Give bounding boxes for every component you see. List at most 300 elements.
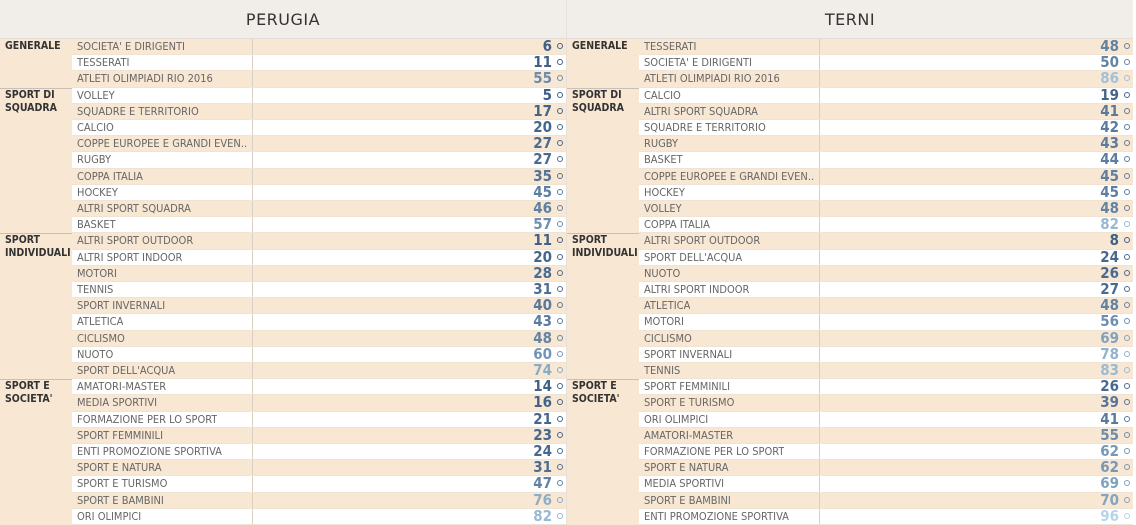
column-divider bbox=[819, 379, 820, 394]
row-label: FORMAZIONE PER LO SPORT bbox=[644, 445, 785, 458]
table-row bbox=[639, 85, 1133, 104]
column-divider bbox=[819, 152, 820, 167]
column-divider bbox=[819, 39, 820, 54]
rank-dot-icon bbox=[1124, 205, 1130, 211]
row-label: ATLETI OLIMPIADI RIO 2016 bbox=[644, 72, 780, 86]
rank-dot-icon bbox=[1124, 464, 1130, 470]
column-divider bbox=[252, 493, 253, 508]
table-row bbox=[72, 379, 566, 395]
rank-dot-icon bbox=[1124, 383, 1130, 389]
row-label: ALTRI SPORT SQUADRA bbox=[77, 202, 191, 215]
column-divider bbox=[819, 509, 820, 524]
column-divider bbox=[819, 71, 820, 86]
row-label: SPORT FEMMINILI bbox=[77, 428, 163, 442]
row-label: COPPA ITALIA bbox=[77, 169, 143, 183]
table-row bbox=[639, 39, 1133, 55]
rank-dot-icon bbox=[1124, 448, 1130, 454]
table-row bbox=[72, 166, 566, 185]
table-row bbox=[72, 344, 566, 363]
column-divider bbox=[252, 460, 253, 475]
rank-dot-icon bbox=[557, 367, 563, 373]
column-divider bbox=[819, 104, 820, 119]
table-row bbox=[72, 217, 566, 233]
rank-dot-icon bbox=[557, 480, 563, 486]
row-label: TENNIS bbox=[77, 283, 114, 296]
column-divider bbox=[819, 169, 820, 184]
rank-dot-icon bbox=[1124, 156, 1130, 162]
column-divider bbox=[252, 136, 253, 151]
rank-dot-icon bbox=[1124, 189, 1130, 195]
column-divider bbox=[819, 120, 820, 135]
table-row bbox=[639, 120, 1133, 136]
column-divider bbox=[252, 169, 253, 184]
row-label: SPORT E TURISMO bbox=[77, 477, 168, 491]
rank-dot-icon bbox=[1124, 43, 1130, 49]
rank-dot-icon bbox=[1124, 254, 1130, 260]
rank-value: 76 bbox=[533, 490, 552, 509]
column-divider bbox=[252, 250, 253, 265]
column-divider bbox=[252, 152, 253, 167]
table-row bbox=[639, 71, 1133, 87]
rank-value: 27 bbox=[1100, 280, 1119, 298]
table-row bbox=[639, 152, 1133, 168]
rank-dot-icon bbox=[1124, 497, 1130, 503]
row-label: HOCKEY bbox=[644, 185, 685, 199]
column-divider bbox=[252, 444, 253, 459]
table-row bbox=[639, 55, 1133, 71]
rank-value: 31 bbox=[533, 458, 552, 477]
rank-value: 6 bbox=[542, 37, 552, 55]
rank-dot-icon bbox=[1124, 351, 1130, 357]
rank-value: 8 bbox=[1109, 231, 1119, 250]
column-divider bbox=[252, 428, 253, 443]
table-row bbox=[639, 506, 1133, 525]
rank-dot-icon bbox=[1124, 416, 1130, 422]
rank-dot-icon bbox=[557, 108, 563, 114]
rank-dot-icon bbox=[557, 205, 563, 211]
column-divider bbox=[252, 233, 253, 248]
rank-value: 48 bbox=[1100, 37, 1119, 55]
rank-dot-icon bbox=[1124, 221, 1130, 227]
row-label: VOLLEY bbox=[644, 202, 682, 215]
rank-value: 82 bbox=[533, 506, 552, 525]
rank-dot-icon bbox=[1124, 75, 1130, 81]
table-row bbox=[72, 425, 566, 444]
group-label: SPORT E SOCIETA' bbox=[5, 380, 53, 406]
table-row bbox=[639, 247, 1133, 266]
panel-terni bbox=[567, 0, 1133, 525]
rank-dot-icon bbox=[557, 286, 563, 292]
row-label: SPORT E TURISMO bbox=[644, 396, 735, 410]
rank-value: 39 bbox=[1100, 393, 1119, 412]
table-row bbox=[72, 490, 566, 509]
table-row bbox=[72, 101, 566, 120]
rank-value: 40 bbox=[533, 296, 552, 315]
rank-value: 45 bbox=[1100, 182, 1119, 201]
row-label: SOCIETA' E DIRIGENTI bbox=[77, 40, 185, 53]
table-row bbox=[72, 263, 566, 282]
rank-value: 46 bbox=[533, 199, 552, 217]
table-row bbox=[639, 363, 1133, 379]
row-label: RUGBY bbox=[77, 153, 112, 167]
table-row bbox=[639, 136, 1133, 152]
rank-dot-icon bbox=[1124, 432, 1130, 438]
table-row bbox=[639, 460, 1133, 476]
rank-dot-icon bbox=[557, 124, 563, 130]
column-divider bbox=[252, 120, 253, 135]
rank-dot-icon bbox=[557, 140, 563, 146]
rank-value: 14 bbox=[533, 377, 552, 396]
column-divider bbox=[819, 185, 820, 200]
row-label: SPORT E NATURA bbox=[644, 461, 729, 475]
row-label: ATLETI OLIMPIADI RIO 2016 bbox=[77, 72, 213, 86]
rank-dot-icon bbox=[1124, 513, 1130, 519]
table-row bbox=[72, 363, 566, 379]
rank-value: 44 bbox=[1100, 150, 1119, 169]
rank-dot-icon bbox=[1124, 318, 1130, 324]
rank-value: 43 bbox=[1100, 134, 1119, 153]
rank-dot-icon bbox=[557, 270, 563, 276]
column-divider bbox=[819, 493, 820, 508]
column-divider bbox=[252, 476, 253, 491]
group-label: SPORT INDIVIDUALI bbox=[5, 234, 71, 260]
row-label: SQUADRE E TERRITORIO bbox=[644, 121, 766, 134]
rank-value: 27 bbox=[533, 134, 552, 153]
table-row bbox=[639, 425, 1133, 444]
table-row bbox=[639, 201, 1133, 217]
rank-dot-icon bbox=[557, 448, 563, 454]
row-label: NUOTO bbox=[77, 347, 114, 361]
row-label: BASKET bbox=[644, 153, 683, 167]
column-divider bbox=[252, 185, 253, 200]
rank-dot-icon bbox=[1124, 302, 1130, 308]
rank-dot-icon bbox=[1124, 480, 1130, 486]
table-row bbox=[639, 217, 1133, 233]
panel-title: PERUGIA bbox=[0, 0, 566, 39]
column-divider bbox=[252, 201, 253, 216]
row-label: AMATORI-MASTER bbox=[77, 380, 167, 394]
rank-value: 55 bbox=[1100, 425, 1119, 444]
table-row bbox=[639, 444, 1133, 460]
rank-value: 23 bbox=[533, 425, 552, 444]
row-label: SQUADRE E TERRITORIO bbox=[77, 104, 199, 118]
row-label: SPORT E NATURA bbox=[77, 461, 162, 475]
rank-dot-icon bbox=[557, 464, 563, 470]
table-row bbox=[72, 409, 566, 428]
table-row bbox=[72, 39, 566, 55]
rank-value: 69 bbox=[1100, 474, 1119, 493]
rank-dot-icon bbox=[1124, 108, 1130, 114]
table-row bbox=[639, 328, 1133, 347]
row-label: SPORT DELL'ACQUA bbox=[77, 364, 176, 377]
row-label: CICLISMO bbox=[77, 331, 125, 345]
rank-value: 41 bbox=[1100, 101, 1119, 120]
rank-value: 70 bbox=[1100, 490, 1119, 509]
row-label: AMATORI-MASTER bbox=[644, 428, 734, 442]
column-divider bbox=[252, 298, 253, 313]
rank-dot-icon bbox=[1124, 335, 1130, 341]
table-row bbox=[72, 328, 566, 347]
row-label: MEDIA SPORTIVI bbox=[77, 396, 157, 410]
rank-value: 42 bbox=[1100, 118, 1119, 136]
rank-dot-icon bbox=[557, 173, 563, 179]
group-label: GENERALE bbox=[5, 40, 61, 52]
table-row bbox=[72, 55, 566, 71]
rank-dot-icon bbox=[1124, 92, 1130, 98]
column-divider bbox=[819, 460, 820, 475]
rank-value: 86 bbox=[1100, 69, 1119, 88]
rank-dot-icon bbox=[1124, 286, 1130, 292]
column-divider bbox=[819, 88, 820, 103]
rank-dot-icon bbox=[557, 237, 563, 243]
rank-value: 74 bbox=[533, 361, 552, 379]
column-divider bbox=[819, 395, 820, 410]
row-label: SPORT FEMMINILI bbox=[644, 380, 730, 394]
panel-divider bbox=[566, 0, 567, 525]
panel-title: TERNI bbox=[567, 0, 1133, 39]
panel-perugia bbox=[0, 0, 566, 525]
rank-value: 19 bbox=[1100, 85, 1119, 104]
row-label: ALTRI SPORT OUTDOOR bbox=[77, 234, 194, 248]
rank-dot-icon bbox=[557, 497, 563, 503]
row-label: ENTI PROMOZIONE SPORTIVA bbox=[644, 509, 789, 523]
rank-dot-icon bbox=[557, 513, 563, 519]
rank-dot-icon bbox=[1124, 140, 1130, 146]
row-label: ORI OLIMPICI bbox=[77, 509, 142, 523]
rank-value: 48 bbox=[1100, 199, 1119, 217]
row-label: COPPE EUROPEE E GRANDI EVEN.. bbox=[77, 137, 248, 151]
table-row bbox=[72, 136, 566, 152]
group-label: SPORT E SOCIETA' bbox=[572, 380, 620, 406]
column-divider bbox=[819, 266, 820, 281]
rank-value: 57 bbox=[533, 215, 552, 234]
row-label: SOCIETA' E DIRIGENTI bbox=[644, 56, 752, 70]
table-row bbox=[639, 182, 1133, 201]
column-divider bbox=[819, 282, 820, 297]
column-divider bbox=[252, 347, 253, 362]
rank-dot-icon bbox=[1124, 124, 1130, 130]
rank-dot-icon bbox=[557, 432, 563, 438]
table-row bbox=[72, 460, 566, 476]
table-row bbox=[639, 263, 1133, 282]
row-label: CALCIO bbox=[77, 121, 114, 134]
rank-value: 82 bbox=[1100, 215, 1119, 234]
table-row bbox=[72, 444, 566, 460]
row-label: VOLLEY bbox=[77, 88, 115, 102]
table-row bbox=[639, 166, 1133, 185]
table-row bbox=[72, 395, 566, 411]
rank-value: 20 bbox=[533, 247, 552, 266]
row-label: HOCKEY bbox=[77, 185, 118, 199]
column-divider bbox=[252, 55, 253, 70]
table-row bbox=[72, 71, 566, 87]
column-divider bbox=[819, 428, 820, 443]
rank-value: 17 bbox=[533, 101, 552, 120]
rank-value: 69 bbox=[1100, 328, 1119, 347]
row-label: SPORT E BAMBINI bbox=[644, 493, 731, 507]
table-row bbox=[639, 490, 1133, 509]
rank-value: 24 bbox=[1100, 247, 1119, 266]
table-row bbox=[639, 476, 1133, 492]
rank-dot-icon bbox=[557, 302, 563, 308]
rank-value: 43 bbox=[533, 312, 552, 331]
rank-dot-icon bbox=[557, 351, 563, 357]
rank-value: 62 bbox=[1100, 442, 1119, 460]
table-row bbox=[72, 476, 566, 492]
column-divider bbox=[819, 233, 820, 248]
row-label: FORMAZIONE PER LO SPORT bbox=[77, 412, 218, 426]
rank-value: 31 bbox=[533, 280, 552, 298]
row-label: MOTORI bbox=[644, 315, 684, 329]
column-divider bbox=[252, 88, 253, 103]
table-row bbox=[72, 182, 566, 201]
table-row bbox=[72, 247, 566, 266]
column-divider bbox=[252, 379, 253, 394]
row-label: SPORT INVERNALI bbox=[644, 347, 733, 361]
column-divider bbox=[252, 104, 253, 119]
rank-dot-icon bbox=[557, 43, 563, 49]
column-divider bbox=[252, 331, 253, 346]
column-divider bbox=[819, 298, 820, 313]
rank-dot-icon bbox=[557, 221, 563, 227]
column-divider bbox=[819, 476, 820, 491]
rank-dot-icon bbox=[557, 75, 563, 81]
table-row bbox=[639, 344, 1133, 363]
rank-dot-icon bbox=[557, 92, 563, 98]
row-label: RUGBY bbox=[644, 137, 679, 151]
rank-dot-icon bbox=[1124, 59, 1130, 65]
rank-value: 47 bbox=[533, 474, 552, 493]
row-label: SPORT DELL'ACQUA bbox=[644, 250, 743, 264]
table-row bbox=[639, 314, 1133, 330]
row-label: SPORT E BAMBINI bbox=[77, 493, 164, 507]
rank-value: 48 bbox=[533, 328, 552, 347]
rank-dot-icon bbox=[557, 254, 563, 260]
column-divider bbox=[819, 314, 820, 329]
column-divider bbox=[819, 347, 820, 362]
rank-value: 62 bbox=[1100, 458, 1119, 477]
column-divider bbox=[252, 266, 253, 281]
row-label: ORI OLIMPICI bbox=[644, 412, 709, 426]
group-label: SPORT DI SQUADRA bbox=[5, 88, 57, 114]
column-divider bbox=[252, 395, 253, 410]
rank-value: 26 bbox=[1100, 263, 1119, 282]
column-divider bbox=[819, 217, 820, 232]
rank-value: 26 bbox=[1100, 377, 1119, 396]
rank-value: 21 bbox=[533, 409, 552, 428]
rank-dot-icon bbox=[557, 189, 563, 195]
table-row bbox=[72, 282, 566, 298]
rank-value: 56 bbox=[1100, 312, 1119, 331]
column-divider bbox=[819, 331, 820, 346]
rank-value: 55 bbox=[533, 69, 552, 88]
table-row bbox=[639, 101, 1133, 120]
rank-value: 96 bbox=[1100, 506, 1119, 525]
column-divider bbox=[252, 412, 253, 427]
row-label: MOTORI bbox=[77, 266, 117, 280]
rank-value: 78 bbox=[1100, 344, 1119, 363]
rank-value: 11 bbox=[533, 231, 552, 250]
rank-value: 60 bbox=[533, 344, 552, 363]
row-label: COPPA ITALIA bbox=[644, 218, 710, 232]
column-divider bbox=[819, 55, 820, 70]
rank-dot-icon bbox=[557, 156, 563, 162]
row-label: ALTRI SPORT SQUADRA bbox=[644, 104, 758, 118]
rank-value: 27 bbox=[533, 150, 552, 169]
table-row bbox=[639, 409, 1133, 428]
row-label: BASKET bbox=[77, 218, 116, 232]
group-label: SPORT INDIVIDUALI bbox=[572, 234, 638, 260]
row-label: SPORT INVERNALI bbox=[77, 299, 166, 313]
rank-value: 35 bbox=[533, 166, 552, 185]
column-divider bbox=[252, 363, 253, 378]
rank-value: 50 bbox=[1100, 53, 1119, 72]
rank-value: 48 bbox=[1100, 296, 1119, 315]
row-label: COPPE EUROPEE E GRANDI EVEN.. bbox=[644, 169, 815, 183]
column-divider bbox=[819, 201, 820, 216]
rank-dot-icon bbox=[557, 335, 563, 341]
row-label: ATLETICA bbox=[644, 299, 691, 313]
table-row bbox=[639, 233, 1133, 249]
table-row bbox=[72, 298, 566, 314]
table-row bbox=[72, 506, 566, 525]
row-label: ENTI PROMOZIONE SPORTIVA bbox=[77, 445, 222, 458]
column-divider bbox=[819, 363, 820, 378]
column-divider bbox=[252, 39, 253, 54]
rank-value: 11 bbox=[533, 53, 552, 72]
row-label: CALCIO bbox=[644, 88, 681, 102]
rank-dot-icon bbox=[557, 383, 563, 389]
row-label: ALTRI SPORT INDOOR bbox=[77, 250, 183, 264]
row-label: NUOTO bbox=[644, 266, 681, 280]
column-divider bbox=[252, 509, 253, 524]
rank-value: 45 bbox=[533, 182, 552, 201]
rank-dot-icon bbox=[1124, 237, 1130, 243]
column-divider bbox=[252, 282, 253, 297]
rank-value: 28 bbox=[533, 263, 552, 282]
column-divider bbox=[819, 444, 820, 459]
rank-dot-icon bbox=[557, 399, 563, 405]
table-row bbox=[72, 85, 566, 104]
row-label: TENNIS bbox=[644, 364, 681, 377]
table-row bbox=[72, 152, 566, 168]
row-label: ALTRI SPORT OUTDOOR bbox=[644, 234, 761, 248]
table-row bbox=[639, 298, 1133, 314]
rank-dot-icon bbox=[1124, 399, 1130, 405]
column-divider bbox=[252, 217, 253, 232]
table-row bbox=[72, 233, 566, 249]
column-divider bbox=[252, 71, 253, 86]
group-label: SPORT DI SQUADRA bbox=[572, 88, 624, 114]
rank-dot-icon bbox=[557, 416, 563, 422]
table-row bbox=[72, 201, 566, 217]
column-divider bbox=[819, 250, 820, 265]
column-divider bbox=[252, 314, 253, 329]
rank-dot-icon bbox=[1124, 270, 1130, 276]
table-row bbox=[72, 314, 566, 330]
rank-value: 16 bbox=[533, 393, 552, 412]
rank-value: 24 bbox=[533, 442, 552, 460]
rank-dot-icon bbox=[557, 318, 563, 324]
rank-dot-icon bbox=[1124, 173, 1130, 179]
row-label: TESSERATI bbox=[77, 56, 130, 70]
rank-dot-icon bbox=[1124, 367, 1130, 373]
rank-value: 41 bbox=[1100, 409, 1119, 428]
row-label: TESSERATI bbox=[644, 40, 697, 53]
table-row bbox=[639, 379, 1133, 395]
rank-value: 45 bbox=[1100, 166, 1119, 185]
column-divider bbox=[819, 412, 820, 427]
